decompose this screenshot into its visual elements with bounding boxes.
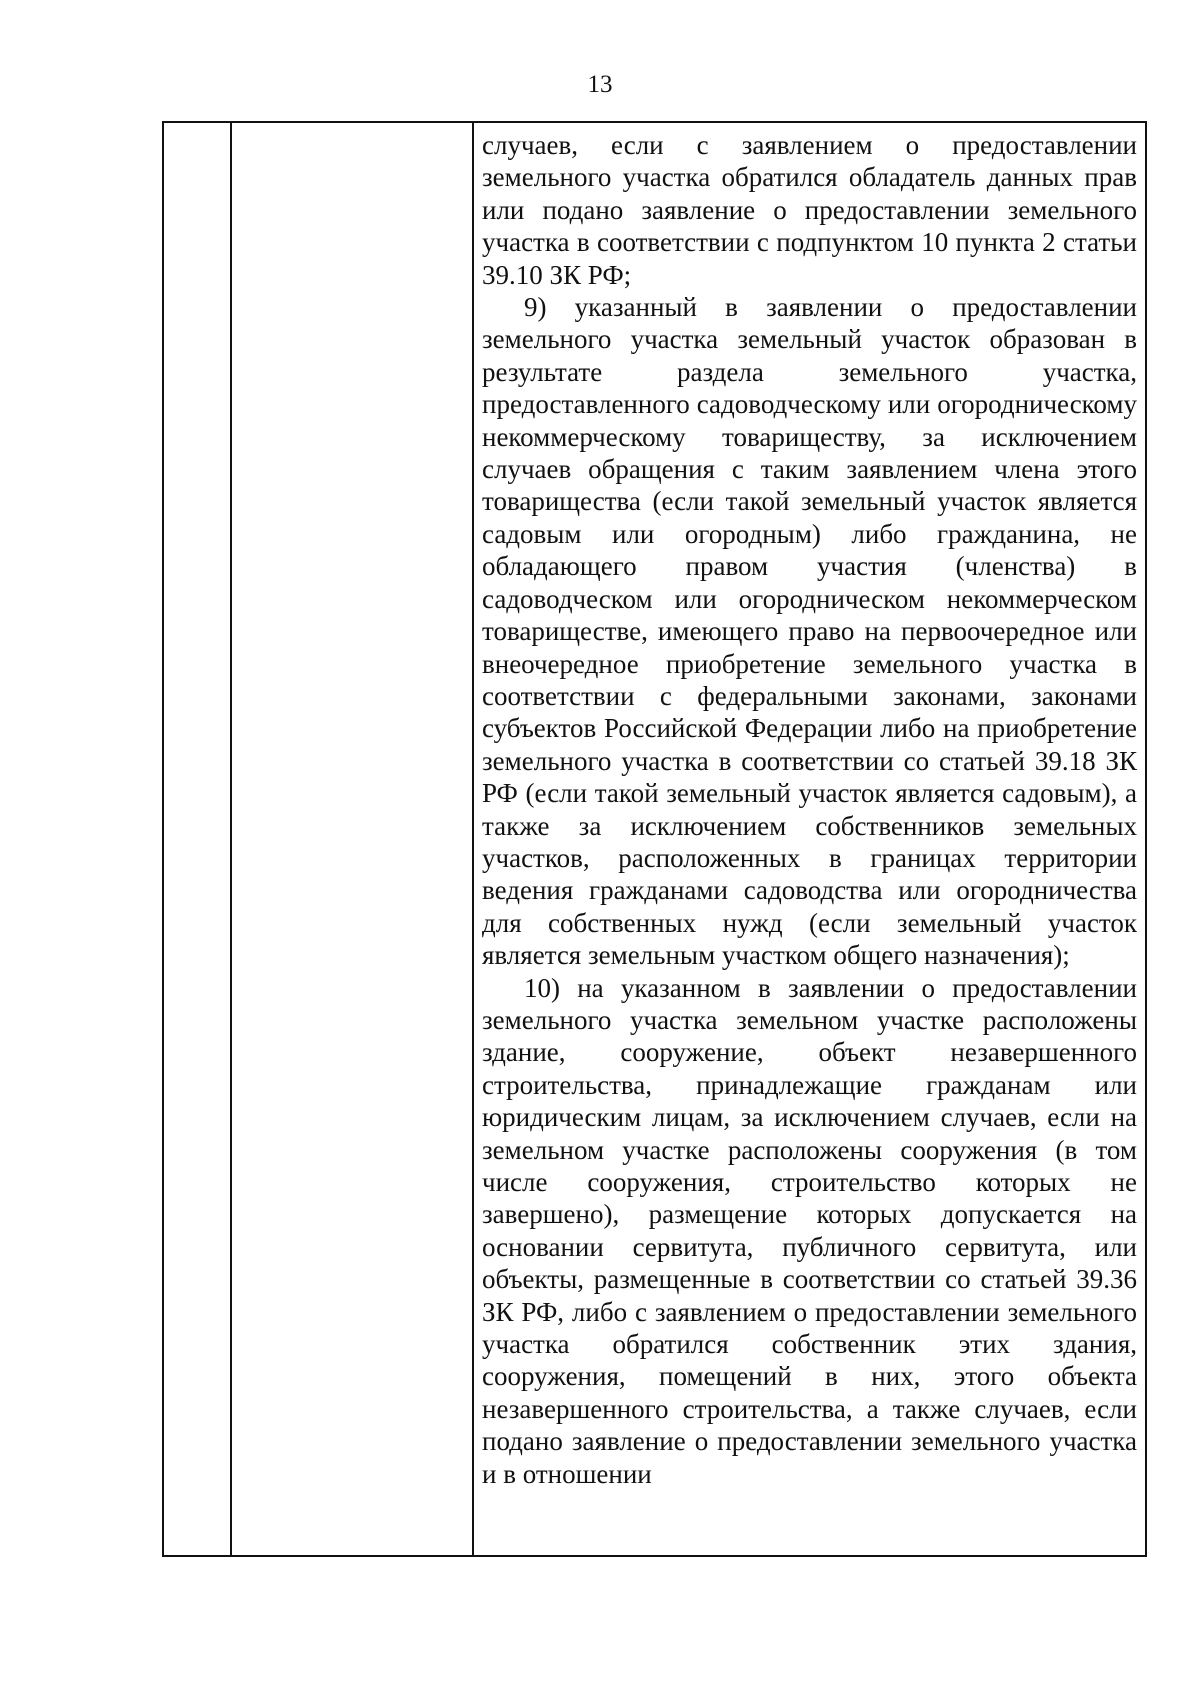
table-column-number bbox=[164, 123, 232, 1555]
table-paragraph-item-10: 10) на указанном в заявлении о предоставлении земельного участка земельном участке расположены здание, сооружение, объект незавершенного строительства, принадлежащие гражданам или юридическим лицам, за исключением случаев, если на земельном участке расположены сооружения (в том числе сооружения, строительство которых не завершено), размещение которых допускается на основании сервитута, публичного сервитута, или объекты, размещенные в соответствии со статьей 39.36 ЗК РФ, либо с заявлением о предоставлении земельного участка обратился собственник этих здания, сооружения, помещений в них, этого объекта незавершенного строительства, а также случаев, если подано заявление о предоставлении земельного участка и в отношении bbox=[482, 972, 1137, 1489]
table-column-content bbox=[474, 123, 1145, 1555]
table-column-name bbox=[232, 123, 474, 1555]
document-table bbox=[162, 121, 1147, 1557]
table-paragraph-continuation: случаев, если с заявлением о предоставлении земельного участка обратился обладатель данных прав или подано заявление о предоставлении земельного участка в соответствии с подпунктом 10 пункта 2 статьи 39.10 ЗК РФ; bbox=[482, 130, 1137, 290]
page-number: 13 bbox=[587, 71, 613, 98]
table-paragraph-item-9: 9) указанный в заявлении о предоставлении земельного участка земельный участок образован в результате раздела земельного участка, предоставленного садоводческому или огородническому некоммерческому товариществу, за исключением случаев обращения с таким заявлением члена этого товарищества (если такой земельный участок является садовым или огородным) либо гражданина, не обладающего правом участия (членства) в садоводческом или огородническом некоммерческом товариществе, имеющего право на первоочередное или внеочередное приобретение земельного участка в соответствии с федеральными законами, законами субъектов Российской Федерации либо на приобретение земельного участка в соответствии со статьей 39.18 ЗК РФ (если такой земельный участок является садовым), а также за исключением собственников земельных участков, расположенных в границах территории ведения гражданами садоводства или огородничества для собственных нужд (если земельный участок является земельным участком общего назначения); bbox=[482, 292, 1137, 971]
